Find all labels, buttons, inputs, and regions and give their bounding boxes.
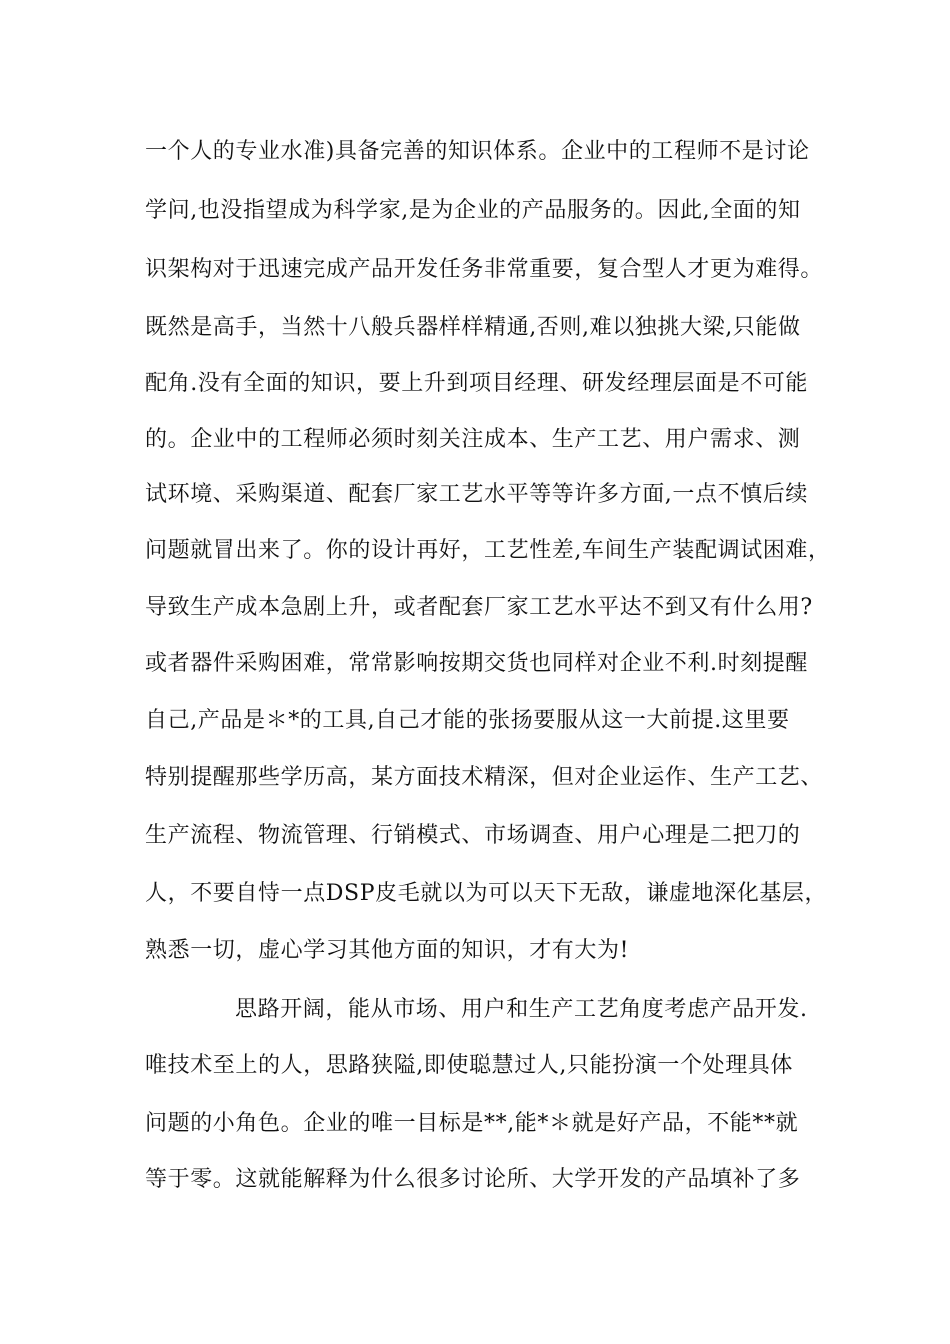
- paragraph-2-line-2: 唯技术至上的人，思路狭隘,即使聪慧过人,只能扮演一个处理具体: [145, 1053, 793, 1078]
- paragraph-1-line-12: 特别提醒那些学历高，某方面技术精深，但对企业运作、生产工艺、: [145, 765, 824, 790]
- paragraph-1-line-11: 自己,产品是＊*的工具,自己才能的张扬要服从这一大前提.这里要: [145, 708, 790, 733]
- body-text: [145, 0, 831, 1344]
- paragraph-1-line-13: 生产流程、物流管理、行销模式、市场调查、用户心理是二把刀的: [145, 823, 801, 848]
- paragraph-1-line-4: 既然是高手，当然十八般兵器样样精通,否则,难以独挑大梁,只能做: [145, 315, 801, 340]
- paragraph-1-line-7: 试环境、采购渠道、配套厂家工艺水平等等许多方面,一点不慎后续: [145, 482, 808, 507]
- paragraph-1-line-3: 识架构对于迅速完成产品开发任务非常重要，复合型人才更为难得。: [145, 257, 824, 282]
- paragraph-1-line-5: 配角.没有全面的知识，要上升到项目经理、研发经理层面是不可能: [145, 371, 808, 396]
- paragraph-1-line-14: 人，不要自恃一点DSP皮毛就以为可以天下无敌，谦虚地深化基层，: [145, 881, 828, 906]
- paragraph-2-line-4: 等于零。这就能解释为什么很多讨论所、大学开发的产品填补了多: [145, 1167, 801, 1192]
- paragraph-1-line-2: 学问,也没指望成为科学家,是为企业的产品服务的。因此,全面的知: [145, 198, 801, 223]
- paragraph-1-line-10: 或者器件采购困难，常常影响按期交货也同样对企业不利.时刻提醒: [145, 651, 808, 676]
- paragraph-1-line-8: 问题就冒出来了。你的设计再好，工艺性差,车间生产装配调试困难，: [145, 538, 831, 563]
- paragraph-1-line-1: 一个人的专业水准)具备完善的知识体系。企业中的工程师不是讨论: [145, 139, 810, 164]
- paragraph-1-line-6: 的。企业中的工程师必须时刻关注成本、生产工艺、用户需求、测: [145, 427, 801, 452]
- paragraph-1-line-15: 熟悉一切，虚心学习其他方面的知识，才有大为!: [145, 938, 630, 963]
- paragraph-2-line-3: 问题的小角色。企业的唯一目标是**,能*＊就是好产品，不能**就: [145, 1111, 799, 1136]
- paragraph-1-line-9: 导致生产成本急剧上升，或者配套厂家工艺水平达不到又有什么用?: [145, 595, 813, 620]
- paragraph-2-line-1: 思路开阔，能从市场、用户和生产工艺角度考虑产品开发.: [235, 997, 808, 1022]
